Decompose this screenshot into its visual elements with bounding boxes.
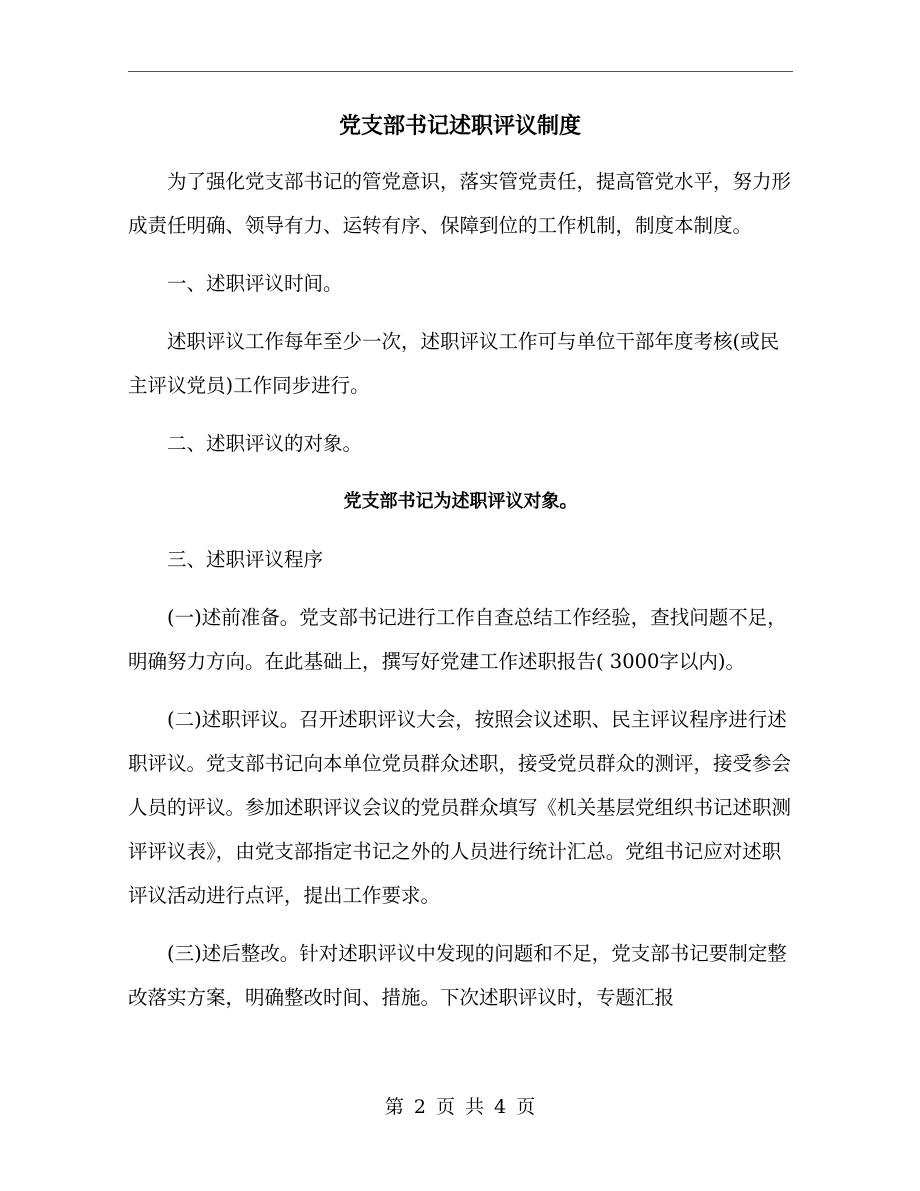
paragraph-intro: 为了强化党支部书记的管党意识，落实管党责任，提高管党水平，努力形成责任明确、领导有力、运转有序、保障到位的工作机制，制度本制度。 [128, 170, 792, 237]
document-body [128, 160, 793, 1034]
header-rule [128, 71, 793, 72]
section-heading-3: 三、述职评议程序 [167, 548, 324, 571]
paragraph-object: 党支部书记为述职评议对象。 [343, 491, 578, 512]
paragraph-step-3: (三)述后整改。针对述职评议中发现的问题和不足，党支部书记要制定整改落实方案，明确整改时间、措施。下次述职评议时，专题汇报 [128, 942, 787, 1009]
paragraph-step-2: (二)述职评议。召开述职评议大会，按照会议述职、民主评议程序进行述职评议。党支部书记向本单位党员群众述职，接受党员群众的测评，接受参会人员的评议。参加述职评议会议的党员群众填写《机关基层党组织书记述职测评评议表》，由党支部指定书记之外的人员进行统计汇总。党组书记应对述职评议活动进行点评，提出工作要求。 [128, 708, 792, 907]
paragraph-step-1: (一)述前准备。党支部书记进行工作自查总结工作经验，查找问题不足，明确努力方向。在此基础上，撰写好党建工作述职报告( 3000字以内)。 [128, 606, 787, 673]
section-heading-2: 二、述职评议的对象。 [167, 432, 363, 455]
section-heading-1: 一、述职评议时间。 [167, 272, 343, 295]
document-title: 党支部书记述职评议制度 [338, 113, 581, 139]
paragraph-time: 述职评议工作每年至少一次，述职评议工作可与单位干部年度考核(或民主评议党员)工作同步进行。 [128, 330, 780, 397]
page-number: 第 2 页 共 4 页 [384, 1096, 536, 1118]
